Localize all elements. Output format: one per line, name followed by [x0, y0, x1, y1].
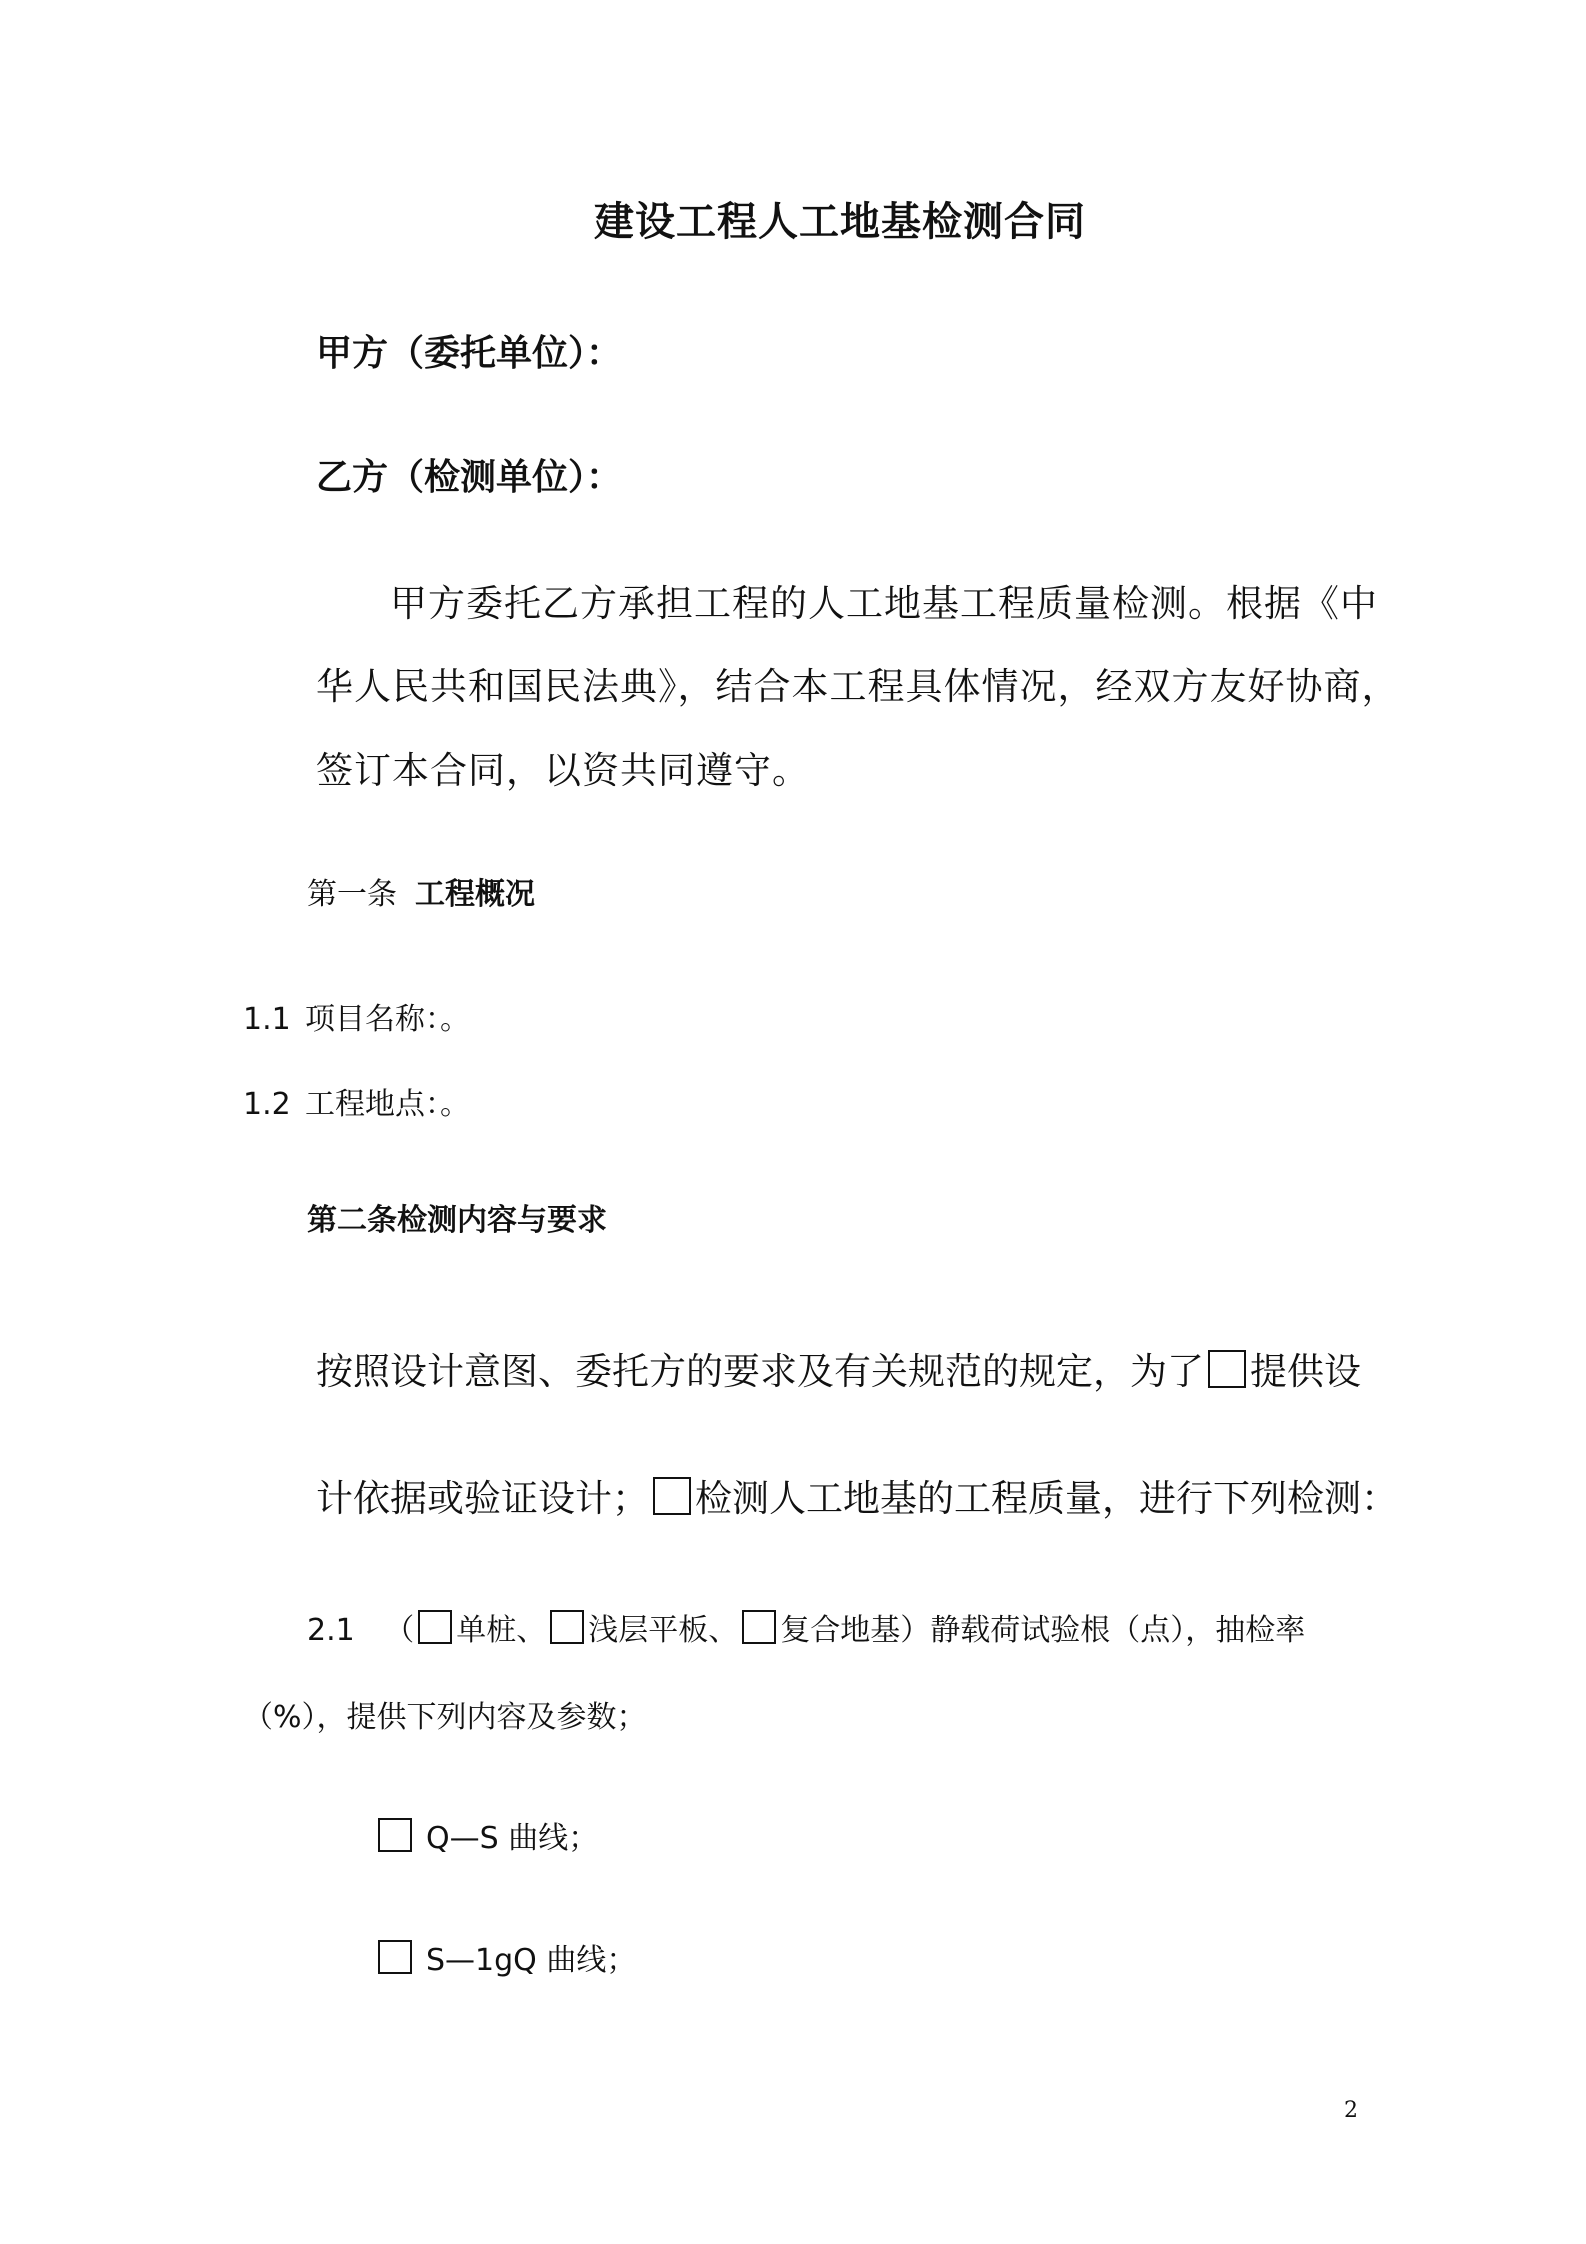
option-composite-foundation: 复合地基）静载荷试验根（点），抽检率	[780, 1613, 1306, 1648]
party-a-label: 甲方（委托单位）：	[316, 333, 623, 374]
sub-item-2-1-line-2: （%），提供下列内容及参数；	[243, 1700, 647, 1735]
item-text: 项目名称：。	[305, 1002, 470, 1037]
item-number: 1.1	[243, 1002, 291, 1037]
document-title: 建设工程人工地基检测合同	[594, 199, 1086, 245]
design-basis-checkbox[interactable]	[1208, 1350, 1246, 1388]
requirement-text: 按照设计意图、委托方的要求及有关规范的规定，为了	[316, 1350, 1204, 1393]
option-single-pile: 单桩、	[456, 1613, 547, 1648]
sub-item-2-1	[307, 1610, 1305, 1646]
party-b-label: 乙方（检测单位）：	[316, 457, 623, 498]
requirement-text: 计依据或验证设计；	[316, 1477, 649, 1520]
curve-qs	[378, 1818, 598, 1854]
shallow-plate-checkbox[interactable]	[550, 1610, 584, 1644]
curve-slgq	[378, 1940, 636, 1976]
single-pile-checkbox[interactable]	[418, 1610, 452, 1644]
sub-item-number: 2.1	[307, 1613, 355, 1648]
article-2-heading: 第二条检测内容与要求	[307, 1203, 607, 1238]
intro-line-2: 华人民共和国民法典》，结合本工程具体情况，经双方友好协商，	[316, 665, 1400, 708]
article-1-label: 第一条	[307, 877, 397, 912]
curve-label: S—1gQ 曲线；	[426, 1943, 637, 1978]
page-number: 2	[1344, 2098, 1358, 2123]
article-1-title: 工程概况	[415, 877, 535, 912]
article-1-heading	[307, 877, 535, 912]
intro-line-3: 签订本合同，以资共同遵守。	[316, 749, 810, 792]
item-1-1	[243, 1002, 470, 1037]
requirement-text: 检测人工地基的工程质量，进行下列检测：	[695, 1477, 1398, 1520]
requirement-text: 提供设	[1250, 1350, 1361, 1393]
requirement-line-2	[316, 1477, 1398, 1520]
sub-item-bracket: （	[384, 1613, 415, 1648]
curve-label: Q—S 曲线；	[426, 1821, 599, 1856]
item-text: 工程地点：。	[305, 1087, 470, 1122]
option-shallow-plate: 浅层平板、	[588, 1613, 739, 1648]
item-number: 1.2	[243, 1087, 291, 1122]
quality-check-checkbox[interactable]	[653, 1477, 691, 1515]
intro-line-1: 甲方委托乙方承担工程的人工地基工程质量检测。根据《中	[390, 582, 1378, 625]
qs-curve-checkbox[interactable]	[378, 1818, 412, 1852]
slgq-curve-checkbox[interactable]	[378, 1940, 412, 1974]
composite-foundation-checkbox[interactable]	[742, 1610, 776, 1644]
requirement-line-1	[316, 1350, 1361, 1393]
item-1-2	[243, 1087, 470, 1122]
